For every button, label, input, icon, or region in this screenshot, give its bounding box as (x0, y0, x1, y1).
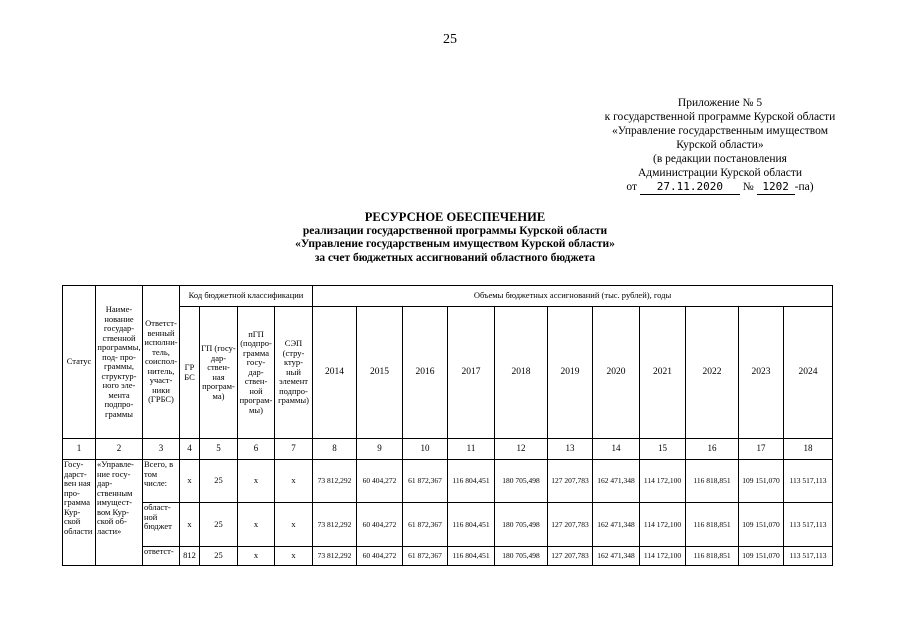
value-cell: 114 172,100 (640, 503, 686, 547)
pgp-cell: x (238, 460, 275, 503)
column-index-cell: 10 (403, 439, 448, 460)
column-index-cell: 16 (686, 439, 739, 460)
number-prefix: № (742, 181, 754, 193)
gp-cell: 25 (200, 547, 238, 566)
column-index-cell: 9 (357, 439, 403, 460)
value-cell: 61 872,367 (403, 547, 448, 566)
header-year: 2024 (784, 307, 833, 439)
header-responsible: Ответст- венный исполни- тель, соиспол- нитель, участ- ники (ГРБС) (143, 286, 180, 439)
column-index-cell: 7 (275, 439, 313, 460)
gp-cell: 25 (200, 460, 238, 503)
value-cell: 127 207,783 (548, 503, 593, 547)
value-cell: 109 151,070 (739, 503, 784, 547)
document-title (200, 211, 710, 265)
value-cell: 73 812,292 (313, 547, 357, 566)
grbs-cell: x (180, 503, 200, 547)
value-cell: 180 705,498 (495, 503, 548, 547)
sep-cell: x (275, 503, 313, 547)
column-index-cell: 2 (96, 439, 143, 460)
column-index-cell: 6 (238, 439, 275, 460)
value-cell: 162 471,348 (593, 547, 640, 566)
status-cell: Госу- дарст- вен ная про- грамма Кур- ской области (63, 460, 96, 566)
date-prefix: от (626, 181, 638, 193)
appendix-line-4: Курской области» (676, 139, 764, 151)
title-line-2: реализации государственной программы Курской области (302, 224, 608, 237)
value-cell: 73 812,292 (313, 503, 357, 547)
responsible-cell: област- ной бюджет (143, 503, 180, 547)
value-cell: 180 705,498 (495, 460, 548, 503)
resolution-number: 1202 (757, 180, 795, 195)
header-year: 2018 (495, 307, 548, 439)
header-sep: СЭП (стру- ктур- ный элемент подпро- граммы) (275, 307, 313, 439)
value-cell: 127 207,783 (548, 460, 593, 503)
appendix-line-6: Администрации Курской области (638, 167, 802, 179)
page-number: 25 (443, 32, 457, 47)
value-cell: 116 804,451 (448, 547, 495, 566)
appendix-date-line (560, 180, 880, 195)
table-row (63, 503, 833, 547)
value-cell: 116 804,451 (448, 460, 495, 503)
column-index-cell: 14 (593, 439, 640, 460)
value-cell: 109 151,070 (739, 460, 784, 503)
column-index-cell: 4 (180, 439, 200, 460)
header-program-name: Наиме- нование государ- ственной программы, под- про- граммы, структур- ного эле- мента подпро- граммы (96, 286, 143, 439)
header-year: 2016 (403, 307, 448, 439)
header-year: 2019 (548, 307, 593, 439)
resolution-date: 27.11.2020 (640, 180, 740, 195)
resource-table (62, 285, 833, 566)
header-pgp: пГП (подпро- грамма госу- дар- ствен- ной програм- мы) (238, 307, 275, 439)
value-cell: 162 471,348 (593, 460, 640, 503)
number-suffix: -па) (794, 181, 814, 193)
column-index-cell: 8 (313, 439, 357, 460)
header-year: 2021 (640, 307, 686, 439)
header-budget-code: Код бюджетной классификации (180, 286, 313, 307)
column-index-cell: 11 (448, 439, 495, 460)
header-year: 2014 (313, 307, 357, 439)
header-year: 2017 (448, 307, 495, 439)
title-line-4: за счет бюджетных ассигнований областного бюджета (314, 251, 596, 264)
value-cell: 60 404,272 (357, 547, 403, 566)
value-cell: 116 818,851 (686, 460, 739, 503)
column-index-cell: 1 (63, 439, 96, 460)
table-row (63, 460, 833, 503)
header-year: 2022 (686, 307, 739, 439)
sep-cell: x (275, 460, 313, 503)
header-grbs: ГР БС (180, 307, 200, 439)
header-year: 2015 (357, 307, 403, 439)
value-cell: 60 404,272 (357, 460, 403, 503)
responsible-cell: ответст- (143, 547, 180, 566)
column-index-row (63, 439, 833, 460)
value-cell: 116 804,451 (448, 503, 495, 547)
column-index-cell: 15 (640, 439, 686, 460)
value-cell: 113 517,113 (784, 460, 833, 503)
title-line-1: РЕСУРСНОЕ ОБЕСПЕЧЕНИЕ (364, 210, 546, 224)
column-index-cell: 3 (143, 439, 180, 460)
appendix-line-5: (в редакции постановления (653, 153, 787, 165)
value-cell: 113 517,113 (784, 547, 833, 566)
value-cell: 61 872,367 (403, 503, 448, 547)
value-cell: 60 404,272 (357, 503, 403, 547)
value-cell: 109 151,070 (739, 547, 784, 566)
column-index-cell: 17 (739, 439, 784, 460)
header-status: Статус (63, 286, 96, 439)
program-name-cell: «Управле- ние госу- дар- ственным имущест- вом Кур- ской об- ласти» (96, 460, 143, 566)
grbs-cell: 812 (180, 547, 200, 566)
column-index-cell: 18 (784, 439, 833, 460)
value-cell: 180 705,498 (495, 547, 548, 566)
header-gp: ГП (госу- дар- ствен- ная програм- ма) (200, 307, 238, 439)
appendix-line-1: Приложение № 5 (677, 97, 763, 109)
header-volumes: Объемы бюджетных ассигнований (тыс. рублей), годы (313, 286, 833, 307)
column-index-cell: 12 (495, 439, 548, 460)
table-row (63, 547, 833, 566)
value-cell: 127 207,783 (548, 547, 593, 566)
value-cell: 73 812,292 (313, 460, 357, 503)
appendix-block (560, 96, 880, 195)
grbs-cell: x (180, 460, 200, 503)
header-year: 2020 (593, 307, 640, 439)
column-index-cell: 13 (548, 439, 593, 460)
value-cell: 116 818,851 (686, 503, 739, 547)
value-cell: 113 517,113 (784, 503, 833, 547)
sep-cell: x (275, 547, 313, 566)
value-cell: 116 818,851 (686, 547, 739, 566)
value-cell: 61 872,367 (403, 460, 448, 503)
pgp-cell: x (238, 547, 275, 566)
appendix-line-2: к государственной программе Курской области (604, 111, 836, 123)
pgp-cell: x (238, 503, 275, 547)
title-line-3: «Управление государственым имуществом Курской области» (295, 238, 615, 250)
value-cell: 114 172,100 (640, 547, 686, 566)
value-cell: 114 172,100 (640, 460, 686, 503)
column-index-cell: 5 (200, 439, 238, 460)
header-year: 2023 (739, 307, 784, 439)
gp-cell: 25 (200, 503, 238, 547)
responsible-cell: Всего, в том числе: (143, 460, 180, 503)
appendix-line-3: «Управление государственным имуществом (612, 125, 828, 137)
value-cell: 162 471,348 (593, 503, 640, 547)
